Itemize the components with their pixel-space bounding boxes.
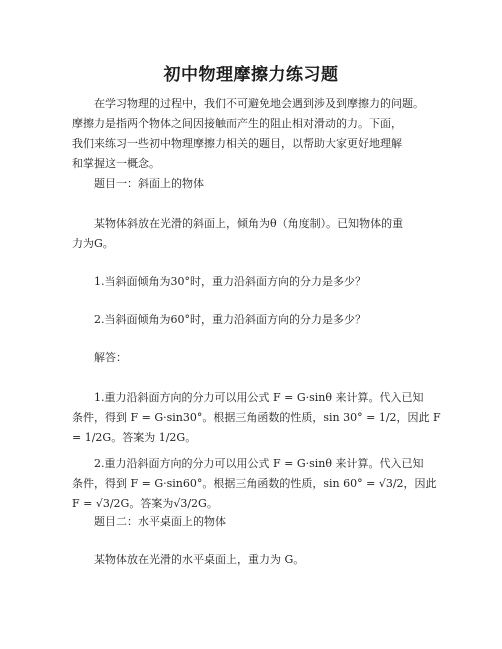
text-line: 条件，得到 F = G·sin30°。根据三角函数的性质，sin 30° = 1/2，因此 F	[72, 411, 441, 424]
text-line: 题目二：水平桌面上的物体	[72, 515, 226, 528]
answer-2	[72, 454, 442, 514]
text-line: 题目一：斜面上的物体	[72, 177, 204, 190]
text-line: F = √3/2G。答案为√3/2G。	[72, 497, 218, 510]
sub-question-1	[72, 272, 442, 292]
answer-heading	[72, 348, 442, 368]
text-line: 条件，得到 F = G·sin60°。根据三角函数的性质，sin 60° = √3/2，因此	[72, 477, 437, 490]
text-line: 1.当斜面倾角为30°时，重力沿斜面方向的分力是多少？	[72, 275, 366, 288]
text-line: 2.重力沿斜面方向的分力可以用公式 F = G·sinθ 来计算。代入已知	[72, 457, 424, 470]
text-line: = 1/2G。答案为 1/2G。	[72, 431, 197, 444]
text-line: 我们来练习一些初中物理摩擦力相关的题目，以帮助大家更好地理解	[72, 137, 402, 150]
answer-1	[72, 388, 442, 448]
text-line: 解答：	[72, 351, 127, 364]
question-one-heading	[72, 174, 442, 194]
text-line: 力为G。	[72, 237, 114, 250]
text-line: 1.重力沿斜面方向的分力可以用公式 F = G·sinθ 来计算。代入已知	[72, 391, 424, 404]
intro-paragraph	[72, 94, 442, 174]
text-line: 某物体放在光滑的水平桌面上，重力为 G。	[72, 553, 305, 566]
text-line: 摩擦力是指两个物体之间因接触而产生的阻止相对滑动的力。下面，	[72, 117, 402, 130]
text-line: 某物体斜放在光滑的斜面上，倾角为θ（角度制）。已知物体的重	[72, 217, 404, 230]
sub-question-2	[72, 310, 442, 330]
text-line: 在学习物理的过程中，我们不可避免地会遇到涉及到摩擦力的问题。	[72, 97, 424, 110]
text-line: 2.当斜面倾角为60°时，重力沿斜面方向的分力是多少？	[72, 313, 366, 326]
question-two-heading	[72, 512, 442, 532]
question-two-description	[72, 550, 442, 570]
question-one-description	[72, 214, 442, 254]
text-line: 和掌握这一概念。	[72, 157, 160, 170]
page-title: 初中物理摩擦力练习题	[163, 65, 339, 85]
